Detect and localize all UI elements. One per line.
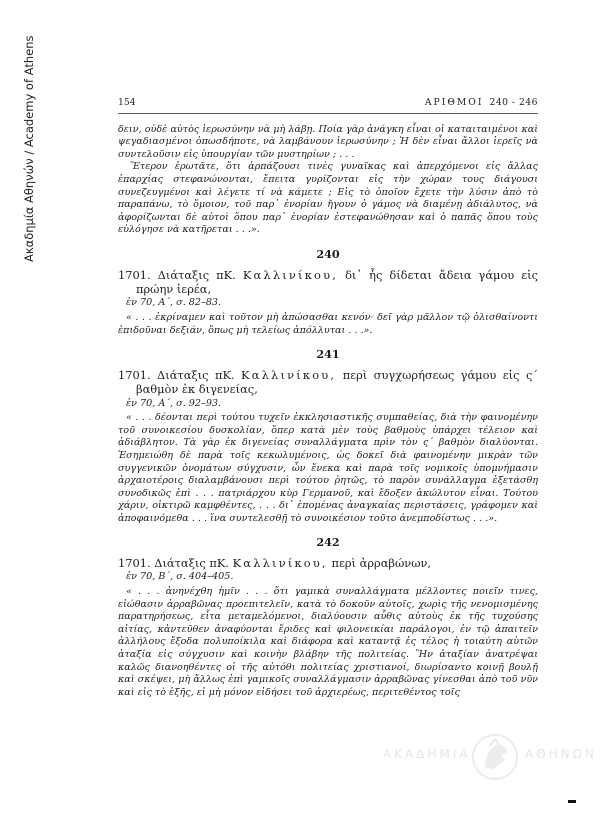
academy-watermark (383, 733, 597, 783)
entry-number: 241 (316, 347, 340, 362)
intro-paragraph-1: δειν, οὐδὲ αὐτὸς ἱερωσύνην νὰ μὴ λάβῃ. Ποία γὰρ ἀνάγκη εἶναι οἱ καταιταιμένοι καὶ ψεγαδιασμένοι ὁπωσδήποτε, νὰ λαμβάνουν ἱερωσύνην ; Ἡ δὲν εἶναι ἄλλοι ἱερεῖς νὰ συντελοῦσιν εἰς ὑπουργίαν τῶν μυστηρίων ; . . . (118, 123, 538, 160)
entry-source: ἐν 70, Β΄, σ. 404–405. (126, 571, 234, 583)
running-title-range: 240 - 246 (489, 97, 538, 108)
entry-subject: περὶ συγχωρήσεως γάμου εἰς ς΄ βαθμὸν ἐκ διγενείας, (136, 367, 539, 397)
entry-source: ἐν 70, Α΄, σ. 92–93. (126, 397, 222, 409)
watermark-left-text: ΑΚΑΔΗΜΙΑ (383, 747, 471, 761)
entry-heading (118, 556, 538, 570)
entry-quote: « . . . δέονται περὶ τούτου τυχεῖν ἐκκλησιαστικῆς συμπαθείας, διὰ τὴν φαινομένην τοῦ συνοικεσίου δυσκολίαν, ὅπερ κατὰ μὲν τοὺς βαθμοὺς ὑπάρχει τέλειον καὶ ἀδιάβλητον. Τὰ γὰρ ἐκ διγενείας συναλλάγματα πρὶν τὸν ς΄ βαθμὸν διαλύονται. Ἐσημειώθη δὲ παρὰ τοῖς κεκωλυμένοις, ὡς δοκεῖ διὰ φαινομένην μικρὰν τῶν συγγενικῶν ὀνομάτων σύγχυσιν, ὧν ἕνεκα καὶ παρὰ τοῖς νομικοῖς ὑπομνήμασιν ἀρχαιοτέροις διαλαμβάνουσι περὶ τούτου ῥητῶς, τὸ παρὸν συνάλλαγμα ἐξετάσθη συνοδικῶς ἐπὶ . . . πατριάρχου κὺρ Γερμανοῦ, καὶ ἔδοξεν ἀκώλυτον εἶναι. Τούτου χάριν, οἰκτιρῶ καμφθέντες, . . . δι᾽ ἑπομένας ἀναγκαίας περιστάσεις, γράφομεν καὶ ἀποφαινόμεθα . . . ἵνα συντελεσθῇ τὸ συνοικέσιον τοῦτο ἀνεμποδίστως . . .». (118, 412, 538, 524)
entry-number: 242 (316, 535, 340, 550)
archive-side-label: Ακαδημία Αθηνών / Academy of Athens (22, 35, 36, 262)
page-number: 154 (118, 97, 136, 108)
entry-number: 240 (316, 246, 340, 261)
page-content (118, 97, 538, 699)
entry-heading (118, 368, 538, 397)
entry-name: Καλλινίκου, (232, 556, 328, 571)
entry-act: Διάταξις πΚ. (157, 267, 236, 282)
running-title (425, 97, 538, 110)
page-mark (568, 800, 576, 803)
running-title-text: ΑΡΙΘΜΟΙ (424, 97, 484, 108)
entry-year: 1701. (118, 367, 151, 382)
entry-heading (118, 268, 538, 297)
entry-name: Καλλινίκου, (242, 267, 339, 282)
entry-act: Διάταξις πΚ. (154, 556, 229, 571)
entry-year: 1701. (118, 267, 151, 282)
entry-quote: « . . . ἀνηνέχθη ἡμῖν . . . ὅτι γαμικὰ συναλλάγματα μέλλοντες ποιεῖν τινες, εἰώθασιν ἀρραβῶνας προεπιτελεῖν, κατὰ τὸ δοκοῦν αὐτοῖς, χωρὶς τῆς νενομισμένης παρατηρήσεως, εἶτα μεταμελόμενοι, διαλύουσιν αὖθις αὐτοὺς ἐκ τῆς τυχούσης αἰτίας, κἀντεῦθεν ἀναφύονται ἔριδες καὶ φιλονεικίαι παράλογοι, ἐν τῷ ἀπαιτεῖν ἀλλήλους ἔξοδα πολυποίκιλα καὶ διάφορα καὶ καταντᾷ ἐς τέλος ἡ τοιαύτη αὐτῶν ἀταξία εἰς σύγχυσιν καὶ κοινὴν βλάβην τῆς πολιτείας. Ἣν ἀταξίαν ἀνατρέψαι καλῶς διανοηθέντες οἱ τῆς αὐτόθι πολιτείας χριστιανοί, διωρίσαντο κοινῇ βουλῇ καὶ σκέψει, μὴ ἄλλως ἐπὶ γαμικοῖς συναλλάγμασιν ἀρραβῶνας γίνεσθαι ἀπὸ τοῦ νῦν καὶ εἰς τὸ ἑξῆς, εἰ μὴ μόνον εἰδήσει τοῦ ἀρχιερέως, περιτεθέντος τοῖς (118, 586, 538, 698)
entry-year: 1701. (118, 556, 151, 571)
athena-seal-icon (471, 733, 519, 781)
watermark-right-text: ΑΘΗΝΩΝ (525, 747, 597, 761)
entry-act: Διάταξις πΚ. (157, 367, 235, 382)
entry-source: ἐν 70, Α΄, σ. 82–83. (126, 297, 222, 309)
entry-quote: « . . . ἐκρίναμεν καὶ τοῦτον μὴ ἀπώσασθαι κενόν· δεῖ γὰρ μᾶλλον τῷ ὀλισθαίνοντι ἐπιδοῦναι δεξιάν, ὅπως μὴ τελείως ἀπόλλυται . . .». (118, 311, 538, 336)
running-head (118, 97, 538, 114)
intro-paragraph-2: Ἕτερον ἐρωτᾶτε, ὅτι ἁρπάζουσι τινὲς γυναῖκας καὶ ἀπερχόμενοι εἰς ἄλλας ἐπαρχίας στεφανώνονται, ἔπειτα γυρίζονται εἰς τὴν χώραν τους διάγουσι συνεζευγμένοι καὶ λέγετε τί νὰ κάμετε ; Εἰς τὸ ὁποῖον ἔχετε τὴν λύσιν ἀπὸ τὸ παραπάνω, τὸ ὅμοιον, τοῦ παρ᾽ ἐνορίαν ἤγουν ὁ γάμος νὰ διαμένῃ ἀδιάλυτος, νὰ ἀφορίζωνται δὲ αὐτοὶ ὅπου παρ᾽ ἐνορίαν ἐστεφανώθησαν καὶ ὁ παπᾶς ὅπου τοὺς εὐλόγησε νὰ κατῆρεται . . .». (118, 161, 538, 236)
entry-subject: περὶ ἀρραβώνων, (331, 556, 432, 571)
entry-name: Καλλινίκου, (241, 367, 337, 382)
entry-subject: δι᾽ ἧς δίδεται ἄδεια γάμου εἰς πρώην ἱερέα, (136, 267, 539, 296)
